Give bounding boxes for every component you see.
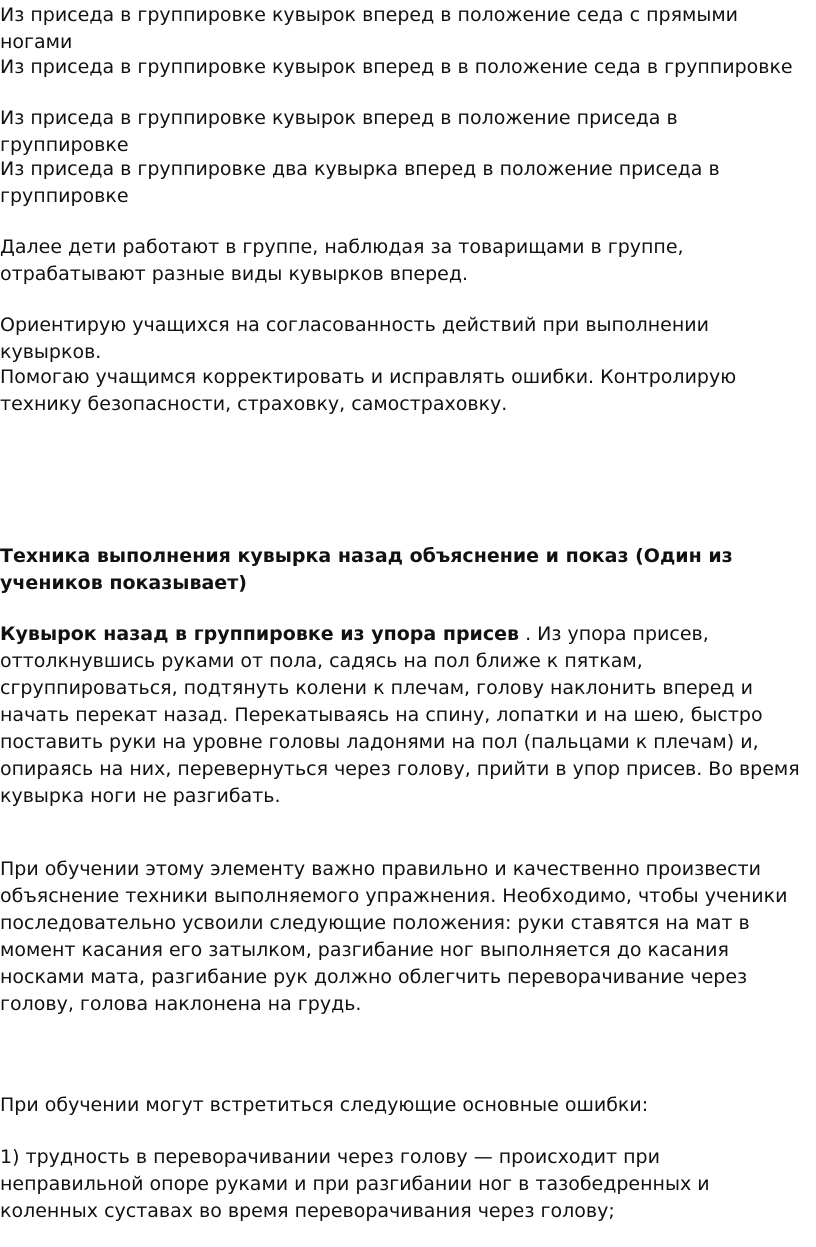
- section-heading: Техника выполнения кувырка назад объяснение и показ (Один из учеников показывает): [0, 545, 733, 594]
- roll-title: Кувырок назад в группировке из упора присев: [0, 623, 520, 645]
- list-item: Из приседа в группировке кувырок вперед в в положение седа в группировке: [0, 56, 793, 78]
- roll-description: [0, 621, 800, 810]
- list-item: Из приседа в группировке два кувырка вперед в положение приседа в группировке: [0, 158, 720, 207]
- errors-intro: При обучении могут встретиться следующие основные ошибки:: [0, 1094, 649, 1116]
- paragraph-teaching: При обучении этому элементу важно правильно и качественно произвести объяснение техники выполняемого упражнения. Необходимо, чтобы ученики последовательно усвоили следующие положения: руки ставятся на мат в момент касания его затылком, разгибание ног выполняется до касания носками мата, разгибание рук должно облегчить переворачивание через голову, голова наклонена на грудь.: [0, 858, 788, 1015]
- paragraph-help: Помогаю учащимся корректировать и исправлять ошибки. Контролирую технику безопасности, страховку, самостраховку.: [0, 366, 737, 415]
- roll-text: . Из упора присев, оттолкнувшись руками от пола, садясь на пол ближе к пяткам, сгруппироваться, подтянуть колени к плечам, голову наклонить вперед и начать перекат назад. Перекатываясь на спину, лопатки и на шею, быстро поставить руки на уровне головы ладонями на пол (пальцами к плечам) и, опираясь на них, перевернуться через голову, прийти в упор присев. Во время кувырка ноги не разгибать.: [0, 623, 800, 807]
- error-item-1: 1) трудность в переворачивании через голову — происходит при неправильной опоре руками и при разгибании ног в тазобедренных и коленных суставах во время переворачивания через голову;: [0, 1146, 710, 1222]
- paragraph-group-work: Далее дети работают в группе, наблюдая за товарищами в группе, отрабатывают разные виды кувырков вперед.: [0, 236, 684, 285]
- list-item: Из приседа в группировке кувырок вперед в положение седа с прямыми ногами: [0, 4, 739, 53]
- list-item: Из приседа в группировке кувырок вперед в положение приседа в группировке: [0, 107, 678, 156]
- paragraph-orientation: Ориентирую учащихся на согласованность действий при выполнении кувырков.: [0, 314, 709, 363]
